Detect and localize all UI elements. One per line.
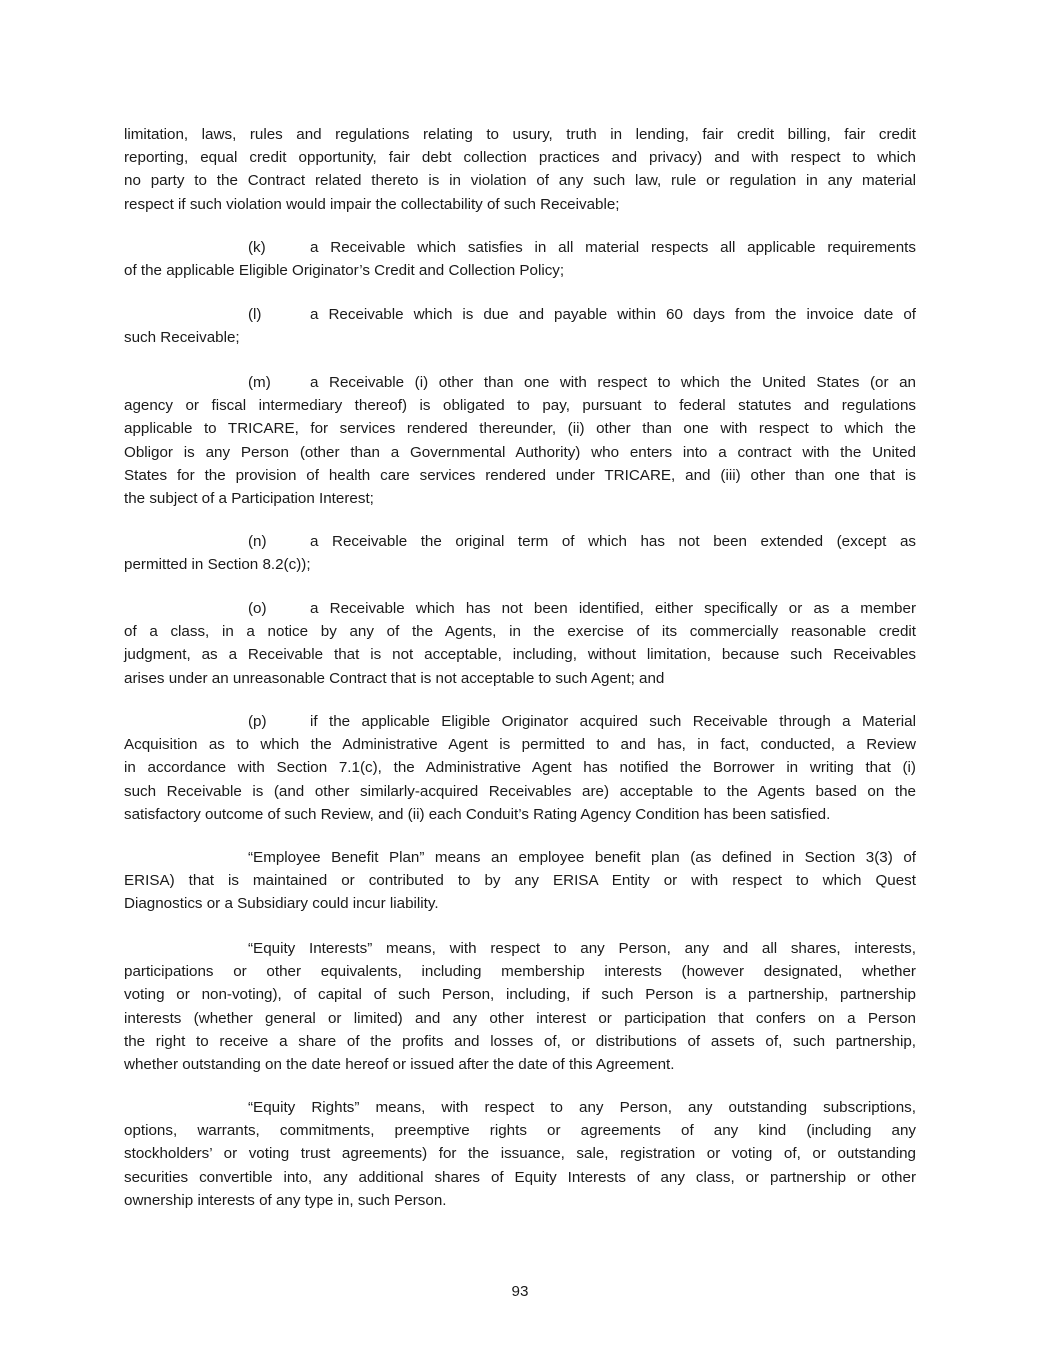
paragraph-first-line xyxy=(124,846,916,869)
paragraph-first-line xyxy=(124,236,916,259)
line-text: a Receivable which satisfies in all material respects all applicable requirements xyxy=(310,239,916,256)
clause-label: (n) xyxy=(248,533,267,550)
text-line: Diagnostics or a Subsidiary could incur liability. xyxy=(124,895,439,913)
line-text: a Receivable which is due and payable within 60 days from the invoice date of xyxy=(310,306,916,323)
text-line: satisfactory outcome of such Review, and (ii) each Conduit’s Rating Agency Condition has been satisfied. xyxy=(124,805,831,823)
clause-label: (m) xyxy=(248,374,271,391)
line-text: a Receivable the original term of which has not been extended (except as xyxy=(310,533,916,550)
text-line: Acquisition as to which the Administrative Agent is permitted to and has, in fact, conducted, a Review xyxy=(124,736,916,754)
line-text: “Equity Rights” means, with respect to any Person, any outstanding subscriptions, xyxy=(248,1099,916,1116)
paragraph xyxy=(124,236,916,282)
clause-label: (p) xyxy=(248,713,267,730)
text-line: such Receivable is (and other similarly-acquired Receivables are) acceptable to the Agents based on the xyxy=(124,782,916,800)
paragraph xyxy=(124,530,916,576)
text-line: interests (whether general or limited) and any other interest or participation that confers on a Person xyxy=(124,1009,916,1027)
text-line: no party to the Contract related thereto is in violation of any such law, rule or regulation in any material xyxy=(124,172,916,190)
paragraph xyxy=(124,846,916,916)
text-line: in accordance with Section 7.1(c), the Administrative Agent has notified the Borrower in writing that (i) xyxy=(124,759,916,777)
paragraph xyxy=(124,597,916,690)
text-line: voting or non-voting), of capital of such Person, including, if such Person is a partnership, partnership xyxy=(124,986,916,1004)
paragraph-first-line xyxy=(124,1096,916,1119)
text-line: ERISA) that is maintained or contributed to by any ERISA Entity or with respect to which Quest xyxy=(124,872,916,890)
text-line: of a class, in a notice by any of the Agents, in the exercise of its commercially reasonable credit xyxy=(124,623,916,641)
text-line: permitted in Section 8.2(c)); xyxy=(124,556,311,574)
text-line: judgment, as a Receivable that is not acceptable, including, without limitation, because such Receivables xyxy=(124,646,916,664)
text-line: reporting, equal credit opportunity, fair debt collection practices and privacy) and with respect to which xyxy=(124,149,916,167)
text-line: options, warrants, commitments, preemptive rights or agreements of any kind (including any xyxy=(124,1122,916,1140)
text-line: stockholders’ or voting trust agreements) for the issuance, sale, registration or voting of, or outstanding xyxy=(124,1145,916,1163)
page-number: 93 xyxy=(511,1283,529,1300)
line-text: a Receivable which has not been identified, either specifically or as a member xyxy=(310,600,916,617)
paragraph xyxy=(124,371,916,510)
clause-label: (l) xyxy=(248,306,262,323)
paragraph-first-line xyxy=(124,937,916,960)
clause-label: (k) xyxy=(248,239,266,256)
line-text: “Equity Interests” means, with respect to any Person, any and all shares, interests, xyxy=(248,940,916,957)
clause-label: (o) xyxy=(248,600,267,617)
paragraph-first-line xyxy=(124,530,916,553)
text-line: respect if such violation would impair the collectability of such Receivable; xyxy=(124,195,620,213)
text-line: securities convertible into, any additional shares of Equity Interests of any class, or partnership or other xyxy=(124,1168,916,1186)
paragraph xyxy=(124,123,916,216)
paragraph xyxy=(124,937,916,1076)
text-line: applicable to TRICARE, for services rendered thereunder, (ii) other than one with respect to which the xyxy=(124,420,916,438)
line-text: if the applicable Eligible Originator acquired such Receivable through a Material xyxy=(310,713,916,730)
text-line: whether outstanding on the date hereof or issued after the date of this Agreement. xyxy=(124,1055,675,1073)
paragraph xyxy=(124,303,916,349)
text-line: States for the provision of health care services rendered under TRICARE, and (iii) other than one that is xyxy=(124,466,916,484)
text-line: such Receivable; xyxy=(124,329,240,347)
paragraph xyxy=(124,710,916,826)
paragraph-first-line xyxy=(124,371,916,394)
line-text: a Receivable (i) other than one with respect to which the United States (or an xyxy=(310,374,916,391)
text-line: limitation, laws, rules and regulations relating to usury, truth in lending, fair credit billing, fair credit xyxy=(124,126,916,143)
text-line: Obligor is any Person (other than a Governmental Authority) who enters into a contract with the United xyxy=(124,443,916,461)
paragraph-first-line xyxy=(124,303,916,326)
text-line: agency or fiscal intermediary thereof) is obligated to pay, pursuant to federal statutes and regulations xyxy=(124,397,916,415)
line-text: “Employee Benefit Plan” means an employee benefit plan (as defined in Section 3(3) of xyxy=(248,849,916,866)
text-line: ownership interests of any type in, such Person. xyxy=(124,1191,447,1209)
paragraph-first-line xyxy=(124,597,916,620)
text-line: the right to receive a share of the profits and losses of, or distributions of assets of, such partnership, xyxy=(124,1032,916,1050)
paragraph-first-line xyxy=(124,710,916,733)
text-line: arises under an unreasonable Contract that is not acceptable to such Agent; and xyxy=(124,669,665,687)
text-line: of the applicable Eligible Originator’s Credit and Collection Policy; xyxy=(124,262,565,280)
text-line: participations or other equivalents, including membership interests (however designated, whether xyxy=(124,963,916,981)
text-line: the subject of a Participation Interest; xyxy=(124,489,374,507)
paragraph xyxy=(124,1096,916,1212)
